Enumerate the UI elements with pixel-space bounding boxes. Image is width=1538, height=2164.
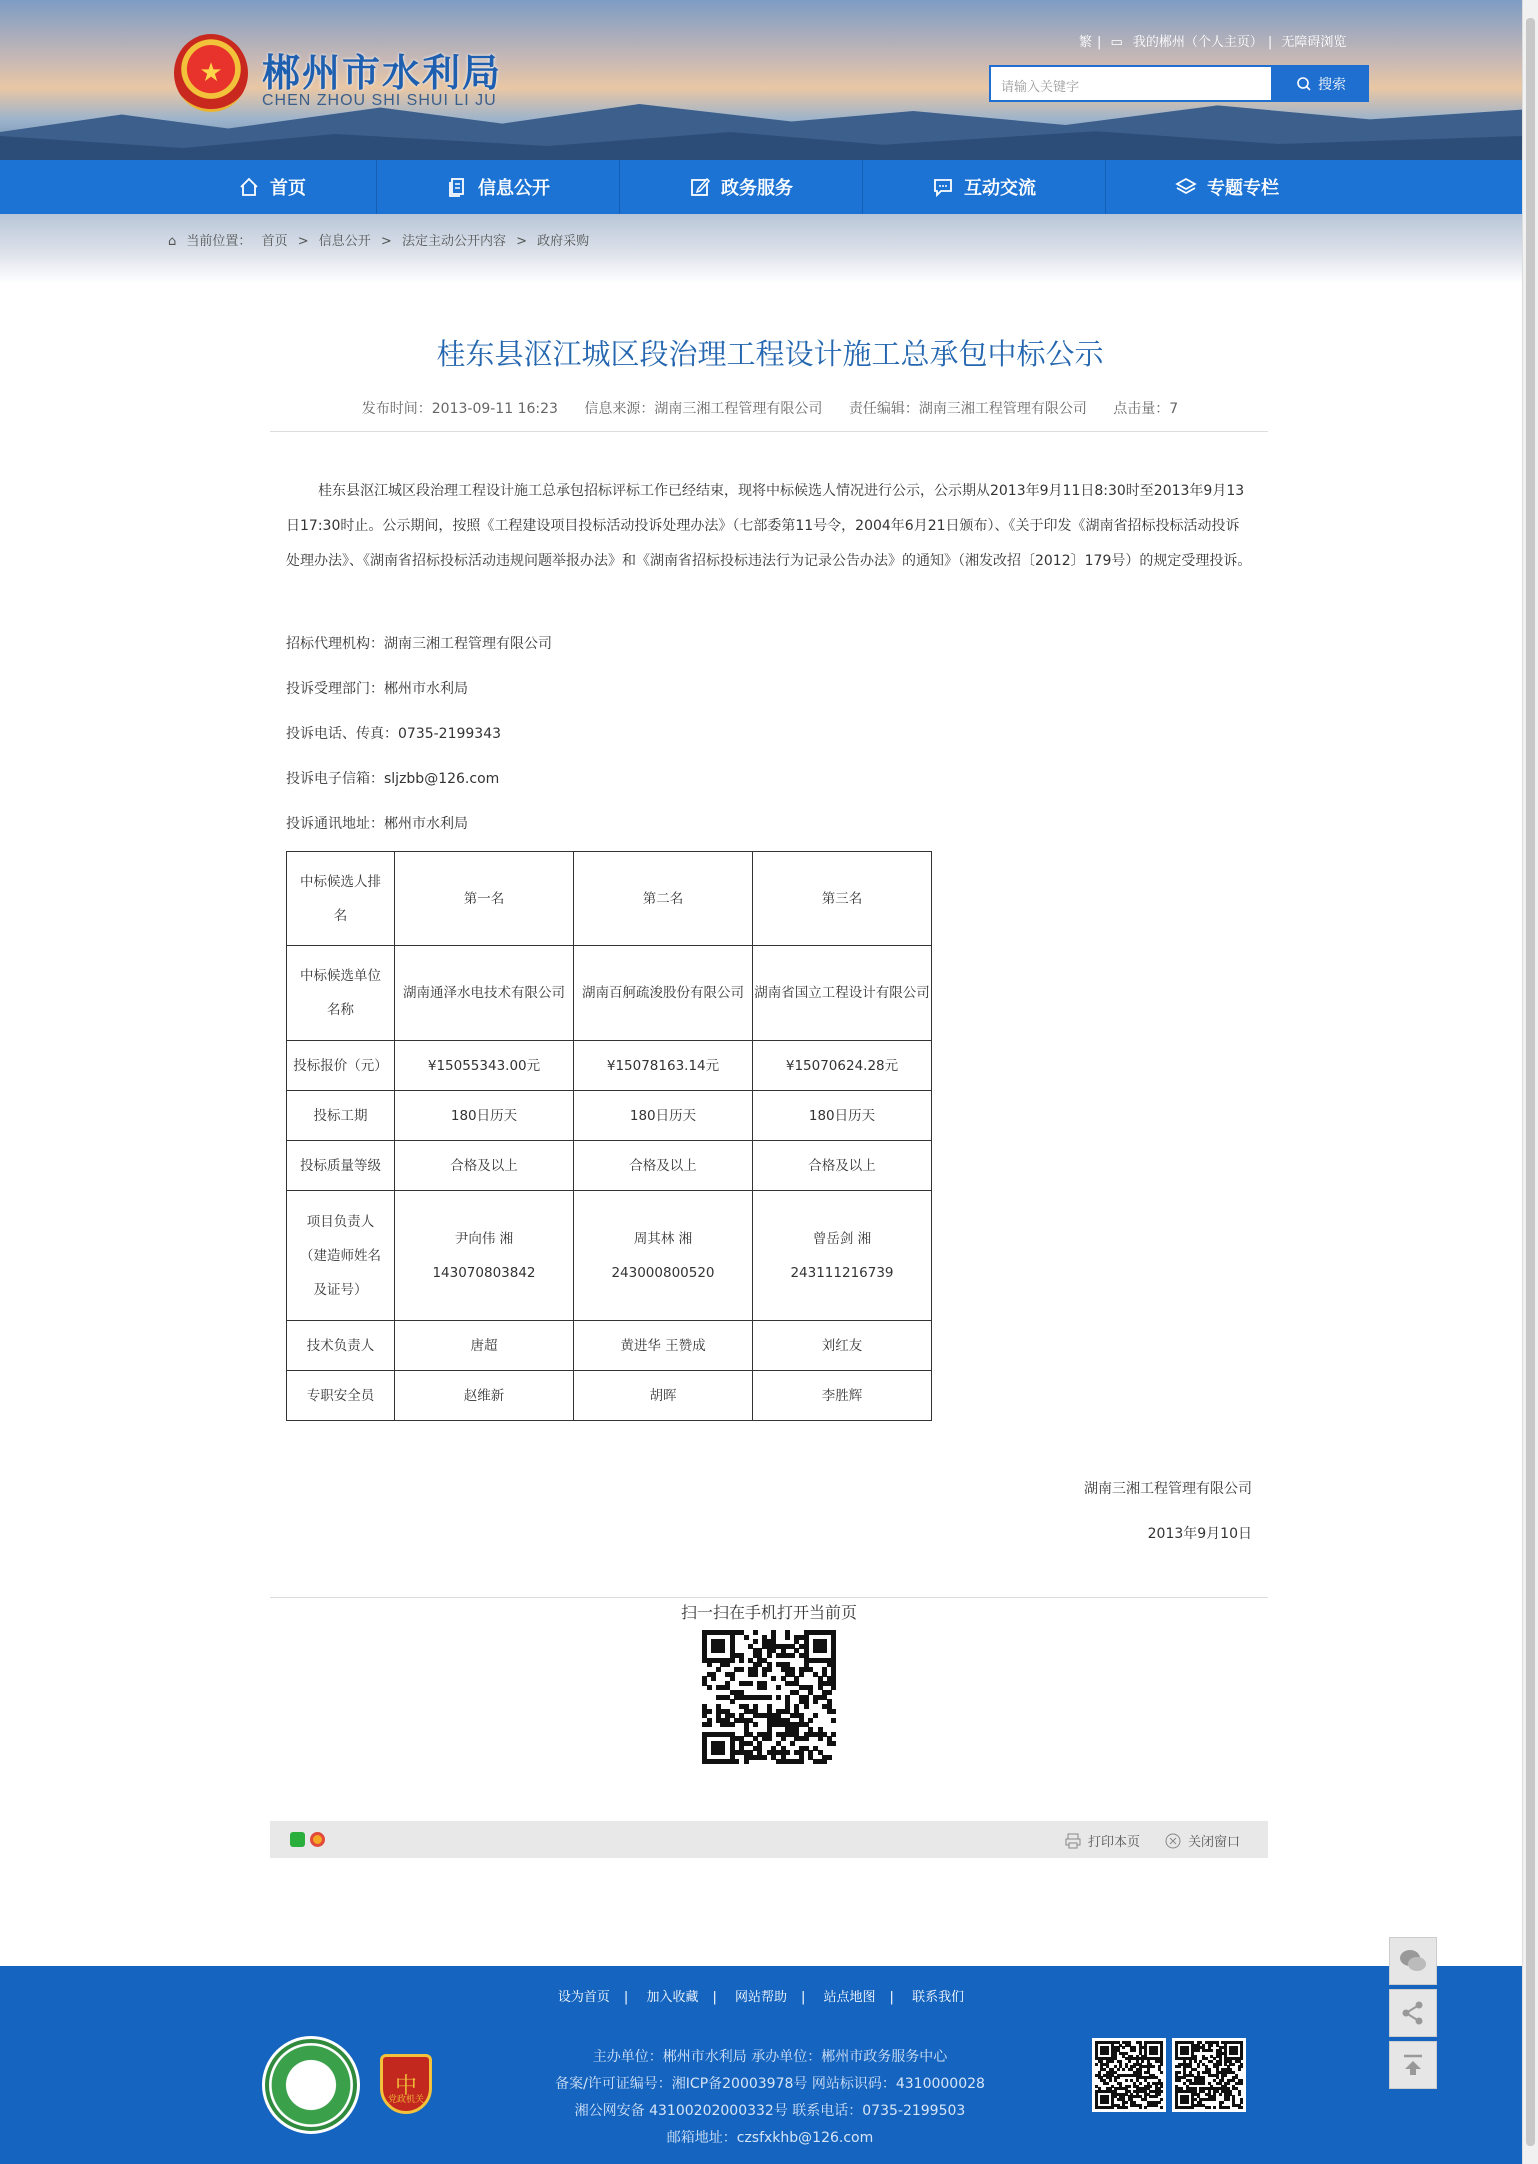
- nav-home-label: 首页: [270, 178, 306, 199]
- nav-gov-service-label: 政务服务: [721, 178, 793, 199]
- qr-module: [1232, 2063, 1235, 2066]
- qr-module: [1155, 2104, 1158, 2107]
- wechat-qr-code: [1092, 2038, 1166, 2112]
- qr-module: [813, 1713, 818, 1718]
- table-row: [287, 852, 932, 946]
- qr-module: [1240, 2057, 1243, 2060]
- qr-module: [762, 1755, 767, 1760]
- app-qr-code: [1172, 2038, 1246, 2112]
- qr-module: [1213, 2098, 1216, 2101]
- qr-module: [730, 1722, 735, 1727]
- footer-separator: |: [801, 1990, 806, 2005]
- qr-module: [1219, 2063, 1222, 2066]
- qr-module: [720, 1648, 725, 1653]
- qr-module: [799, 1672, 804, 1677]
- nav-info-public[interactable]: [377, 160, 619, 214]
- qr-module: [707, 1685, 712, 1690]
- footer-link-favorite[interactable]: 加入收藏: [646, 1990, 699, 2005]
- document-icon: [446, 176, 468, 198]
- breadcrumb-info-public[interactable]: 信息公开: [318, 234, 371, 249]
- close-window-button[interactable]: [1164, 1831, 1240, 1850]
- qr-module: [1155, 2095, 1158, 2098]
- breadcrumb-procurement[interactable]: 政府采购: [537, 234, 590, 249]
- qr-module: [1139, 2106, 1142, 2109]
- search-icon: [1296, 76, 1312, 92]
- qr-module: [1144, 2106, 1147, 2109]
- table-cell: ¥15078163.14元: [574, 1041, 753, 1091]
- footer-sponsor: 主办单位：郴州市水利局 承办单位：郴州市政务服务中心: [592, 2049, 948, 2065]
- qr-module: [799, 1759, 804, 1764]
- article-meta: [270, 398, 1270, 418]
- qr-module: [707, 1709, 712, 1714]
- table-cell: 周其林 湘243000800520: [574, 1191, 753, 1321]
- qr-module: [711, 1676, 716, 1681]
- qr-caption: 扫一扫在手机打开当前页: [680, 1603, 857, 1622]
- qr-module: [744, 1759, 749, 1764]
- table-cell: 180日历天: [395, 1091, 574, 1141]
- table-cell: 湖南省国立工程设计有限公司: [753, 946, 932, 1041]
- table-cell: 黄进华 王赞成: [574, 1321, 753, 1371]
- qr-module: [785, 1750, 790, 1755]
- qr-module: [822, 1759, 827, 1764]
- party-gov-badge[interactable]: 党政机关 中: [380, 2054, 432, 2114]
- table-row: [287, 946, 932, 1041]
- footer: [0, 1966, 1522, 2164]
- vertical-scrollbar[interactable]: [1522, 0, 1538, 2164]
- table-cell: 项目负责人（建造师姓名及证号）: [287, 1191, 395, 1321]
- qr-module: [1117, 2076, 1120, 2079]
- qr-module: [1128, 2085, 1131, 2088]
- qr-module: [1219, 2093, 1222, 2096]
- table-row: [287, 1091, 932, 1141]
- qr-module: [753, 1722, 758, 1727]
- qr-module: [831, 1709, 836, 1714]
- accessibility-link[interactable]: 无障碍浏览: [1281, 35, 1347, 50]
- table-cell: 合格及以上: [395, 1141, 574, 1191]
- monitor-icon: ▭: [1110, 35, 1123, 50]
- qr-module: [1160, 2090, 1163, 2093]
- article-paragraph: 桂东县沤江城区段治理工程设计施工总承包招标评标工作已经结束，现将中标候选人情况进行公示，公示期从2013年9月11日8:30时至2013年9月13日17:30时止。公示期间，按照《工程建设项目投标活动投诉处理办法》（七部委第11号令，2004年6月21日颁布）、《关于印发《湖南省招标投标活动投诉处理办法》、《湖南省招标投标活动违规问题举报办法》和《湖南省招标投标违法行为记录公告办法》的通知》（湘发改招〔2012〕179号）的规定受理投诉。: [286, 483, 1252, 569]
- editor: 责任编辑：湖南三湘工程管理有限公司: [848, 401, 1087, 417]
- table-cell: 合格及以上: [574, 1141, 753, 1191]
- table-cell: 湖南百舸疏浚股份有限公司: [574, 946, 753, 1041]
- qr-module: [831, 1741, 836, 1746]
- qr-module: [707, 1662, 712, 1667]
- wechat-icon: [1398, 1948, 1428, 1974]
- qr-module: [818, 1736, 823, 1741]
- arrow-up-icon: [1400, 2052, 1426, 2078]
- table-cell: 第一名: [395, 852, 574, 946]
- table-cell: ¥15055343.00元: [395, 1041, 574, 1091]
- qr-module: [730, 1676, 735, 1681]
- qr-module: [1109, 2079, 1112, 2082]
- qr-module: [1155, 2052, 1158, 2055]
- qr-module: [1160, 2071, 1163, 2074]
- qr-module: [1208, 2106, 1211, 2109]
- qr-module: [1186, 2101, 1189, 2104]
- qr-module: [790, 1741, 795, 1746]
- qr-module: [1122, 2068, 1125, 2071]
- table-row: [287, 1041, 932, 1091]
- qr-module: [804, 1704, 809, 1709]
- signature-company: 湖南三湘工程管理有限公司: [1084, 1481, 1252, 1497]
- search-box: [989, 65, 1369, 102]
- close-label: 关闭窗口: [1188, 1835, 1241, 1850]
- qr-module: [1106, 2052, 1109, 2055]
- breadcrumb: [168, 230, 595, 249]
- back-to-top-button[interactable]: [1389, 2041, 1437, 2089]
- qr-module: [762, 1672, 767, 1677]
- qr-module: [767, 1695, 772, 1700]
- table-cell: 投标报价（元）: [287, 1041, 395, 1091]
- table-cell: 湖南通泽水电技术有限公司: [395, 946, 574, 1041]
- qr-module: [767, 1653, 772, 1658]
- wechat-share-icon[interactable]: [290, 1832, 305, 1847]
- signature-date: 2013年9月10日: [1147, 1526, 1252, 1542]
- weibo-share-icon[interactable]: [310, 1832, 325, 1847]
- footer-police[interactable]: 湘公网安备 43100202000332号 联系电话：0735-2199503: [574, 2103, 966, 2119]
- home-icon: ⌂: [168, 234, 177, 249]
- qr-module: [1227, 2082, 1230, 2085]
- nav-home[interactable]: [168, 160, 376, 214]
- table-cell: 技术负责人: [287, 1321, 395, 1371]
- national-emblem-icon: ★: [174, 34, 248, 112]
- qr-module: [1158, 2093, 1161, 2096]
- breadcrumb-separator: >: [516, 234, 528, 249]
- qr-module: [831, 1685, 836, 1690]
- qr-module: [1240, 2065, 1243, 2068]
- qr-module: [1213, 2106, 1216, 2109]
- table-cell: 第三名: [753, 852, 932, 946]
- main-nav: [0, 160, 1522, 214]
- nav-info-public-label: 信息公开: [478, 178, 550, 199]
- qr-module: [753, 1630, 758, 1635]
- divider: [270, 431, 1268, 432]
- page-qr-code: [702, 1630, 836, 1764]
- qr-module: [1128, 2060, 1131, 2063]
- table-cell: 胡晖: [574, 1371, 753, 1421]
- qr-module: [776, 1695, 781, 1700]
- footer-links: [0, 1986, 1522, 2005]
- qr-module: [1227, 2106, 1230, 2109]
- table-cell: 中标候选单位名称: [287, 946, 395, 1041]
- qr-module: [1122, 2046, 1125, 2049]
- qr-module: [1238, 2068, 1241, 2071]
- qr-module: [716, 1667, 721, 1672]
- qr-module: [767, 1667, 772, 1672]
- qr-module: [1095, 2063, 1098, 2066]
- footer-icp[interactable]: 备案/许可证编号：湘ICP备20003978号 网站标识码：4310000028: [555, 2076, 985, 2092]
- qr-module: [1111, 2106, 1114, 2109]
- qr-module: [1160, 2098, 1163, 2101]
- table-cell: 投标工期: [287, 1091, 395, 1141]
- qr-module: [1152, 2065, 1155, 2068]
- qr-module: [1240, 2106, 1243, 2109]
- complaint-address-line: 投诉通讯地址：郴州市水利局: [286, 816, 468, 832]
- qr-module: [739, 1667, 744, 1672]
- qr-module: [808, 1718, 813, 1723]
- top-links: 繁 | ▭ 我的郴州（个人主页） | 无障碍浏览: [1079, 35, 1347, 50]
- qr-module: [1224, 2074, 1227, 2077]
- table-row: [287, 1371, 932, 1421]
- qr-module: [744, 1635, 749, 1640]
- site-title[interactable]: 郴州市水利局: [262, 51, 503, 95]
- table-cell: 曾岳剑 湘243111216739: [753, 1191, 932, 1321]
- agency-line: 招标代理机构：湖南三湘工程管理有限公司: [286, 636, 552, 652]
- search-button[interactable]: [1273, 65, 1369, 102]
- qr-module: [1235, 2052, 1238, 2055]
- close-circle-icon: [1164, 1832, 1182, 1850]
- qr-module: [730, 1699, 735, 1704]
- footer-link-help[interactable]: 网站帮助: [734, 1990, 787, 2005]
- qr-module: [1210, 2044, 1213, 2047]
- complaint-phone-line: 投诉电话、传真：0735-2199343: [286, 726, 502, 742]
- qr-module: [1106, 2082, 1109, 2085]
- view-count: 点击量：7: [1113, 401, 1179, 417]
- table-cell: 赵维新: [395, 1371, 574, 1421]
- breadcrumb-background: [0, 214, 1522, 284]
- table-row: [287, 1191, 932, 1321]
- qr-module: [707, 1722, 712, 1727]
- qr-module: [771, 1676, 776, 1681]
- qr-module: [1133, 2049, 1136, 2052]
- footer-link-set-home[interactable]: 设为首页: [557, 1990, 610, 2005]
- qr-module: [1160, 2106, 1163, 2109]
- footer-separator: |: [889, 1990, 894, 2005]
- table-cell: 180日历天: [753, 1091, 932, 1141]
- breadcrumb-separator: >: [380, 234, 392, 249]
- footer-separator: |: [712, 1990, 717, 2005]
- nav-gov-service[interactable]: [620, 160, 862, 214]
- qr-module: [1238, 2093, 1241, 2096]
- complaint-dept-line: 投诉受理部门：郴州市水利局: [286, 681, 468, 697]
- qr-module: [1111, 2060, 1114, 2063]
- qr-module: [720, 1750, 725, 1755]
- home-icon: [238, 176, 260, 198]
- qr-module: [1160, 2063, 1163, 2066]
- qr-module: [1186, 2052, 1189, 2055]
- qr-module: [753, 1639, 758, 1644]
- breadcrumb-home[interactable]: 首页: [261, 234, 288, 249]
- qr-module: [831, 1732, 836, 1737]
- qr-module: [1117, 2068, 1120, 2071]
- qr-module: [753, 1672, 758, 1677]
- nav-interaction-label: 互动交流: [964, 178, 1036, 199]
- qr-module: [827, 1755, 832, 1760]
- search-input[interactable]: 请输入关键字: [989, 65, 1273, 102]
- qr-module: [1202, 2082, 1205, 2085]
- qr-module: [1221, 2101, 1224, 2104]
- wechat-float-button[interactable]: [1389, 1937, 1437, 1985]
- table-cell: 李胜辉: [753, 1371, 932, 1421]
- table-cell: 尹向伟 湘143070803842: [395, 1191, 574, 1321]
- footer-email: 邮箱地址：czsfxkhb@126.com: [666, 2130, 874, 2146]
- qr-module: [1210, 2049, 1213, 2052]
- print-button[interactable]: [1064, 1831, 1140, 1850]
- footer-link-sitemap[interactable]: 站点地图: [823, 1990, 876, 2005]
- traditional-chinese-link[interactable]: 繁: [1079, 35, 1093, 50]
- share-bar: [270, 1821, 1268, 1858]
- qr-module: [1158, 2101, 1161, 2104]
- qr-module: [1240, 2101, 1243, 2104]
- qr-module: [1227, 2098, 1230, 2101]
- table-cell: ¥15070624.28元: [753, 1041, 932, 1091]
- nav-special-topics-label: 专题专栏: [1207, 178, 1279, 199]
- scrollbar-thumb[interactable]: [1526, 18, 1535, 2146]
- share-icon: [1400, 2000, 1426, 2026]
- breadcrumb-prefix: 当前位置：: [186, 234, 252, 249]
- table-cell: 专职安全员: [287, 1371, 395, 1421]
- qr-module: [739, 1658, 744, 1663]
- qr-module: [1149, 2085, 1152, 2088]
- qr-module: [1125, 2101, 1128, 2104]
- table-cell: 180日历天: [574, 1091, 753, 1141]
- qr-module: [781, 1736, 786, 1741]
- info-source: 信息来源：湖南三湘工程管理有限公司: [584, 401, 823, 417]
- qr-module: [785, 1635, 790, 1640]
- qr-module: [748, 1681, 753, 1686]
- qr-module: [1240, 2082, 1243, 2085]
- qr-module: [1139, 2082, 1142, 2085]
- qr-module: [776, 1685, 781, 1690]
- qr-module: [1197, 2049, 1200, 2052]
- search-button-label: 搜索: [1318, 76, 1346, 93]
- qr-module: [730, 1658, 735, 1663]
- footer-link-contact[interactable]: 联系我们: [912, 1990, 965, 2005]
- qr-module: [767, 1736, 772, 1741]
- table-row: [287, 1141, 932, 1191]
- breadcrumb-separator: >: [297, 234, 309, 249]
- complaint-email-line: 投诉电子信箱：sljzbb@126.com: [286, 771, 500, 787]
- table-cell: 合格及以上: [753, 1141, 932, 1191]
- qr-module: [1125, 2106, 1128, 2109]
- table-cell: 中标候选人排名: [287, 852, 395, 946]
- party-gov-badge-label: 党政机关: [387, 2095, 424, 2105]
- breadcrumb-statutory[interactable]: 法定主动公开内容: [401, 234, 506, 249]
- qr-module: [790, 1653, 795, 1658]
- qr-module: [725, 1662, 730, 1667]
- printer-icon: [1064, 1832, 1082, 1850]
- nav-special-topics[interactable]: [1106, 160, 1348, 214]
- qr-module: [822, 1648, 827, 1653]
- qr-module: [1141, 2060, 1144, 2063]
- qr-module: [1197, 2065, 1200, 2068]
- layers-icon: [1175, 176, 1197, 198]
- qr-module: [734, 1759, 739, 1764]
- my-chenzhou-link[interactable]: 我的郴州（个人主页）: [1132, 35, 1263, 50]
- civilized-unit-badge-icon[interactable]: [262, 2036, 360, 2134]
- publish-time: 发布时间：2013-09-11 16:23: [361, 401, 558, 417]
- qr-module: [1178, 2071, 1181, 2074]
- qr-module: [1178, 2065, 1181, 2068]
- article-title: 桂东县沤江城区段治理工程设计施工总承包中标公示: [436, 337, 1104, 371]
- qr-module: [827, 1690, 832, 1695]
- qr-module: [831, 1718, 836, 1723]
- qr-module: [1191, 2106, 1194, 2109]
- site-subtitle: CHEN ZHOU SHI SHUI LI JU: [262, 92, 497, 109]
- nav-interaction[interactable]: [863, 160, 1105, 214]
- chat-icon: [932, 176, 954, 198]
- divider: [270, 1597, 1268, 1598]
- qr-module: [762, 1685, 767, 1690]
- share-float-button[interactable]: [1389, 1989, 1437, 2037]
- table-cell: 第二名: [574, 852, 753, 946]
- edit-icon: [689, 176, 711, 198]
- qr-module: [1160, 2085, 1163, 2088]
- table-row: [287, 1321, 932, 1371]
- bid-table: [286, 851, 932, 1421]
- qr-module: [1125, 2079, 1128, 2082]
- qr-module: [1178, 2079, 1181, 2082]
- footer-separator: |: [623, 1990, 629, 2005]
- qr-module: [804, 1736, 809, 1741]
- qr-module: [813, 1699, 818, 1704]
- print-label: 打印本页: [1088, 1835, 1141, 1850]
- table-cell: 唐超: [395, 1321, 574, 1371]
- table-cell: 投标质量等级: [287, 1141, 395, 1191]
- qr-module: [1106, 2101, 1109, 2104]
- table-cell: 刘红友: [753, 1321, 932, 1371]
